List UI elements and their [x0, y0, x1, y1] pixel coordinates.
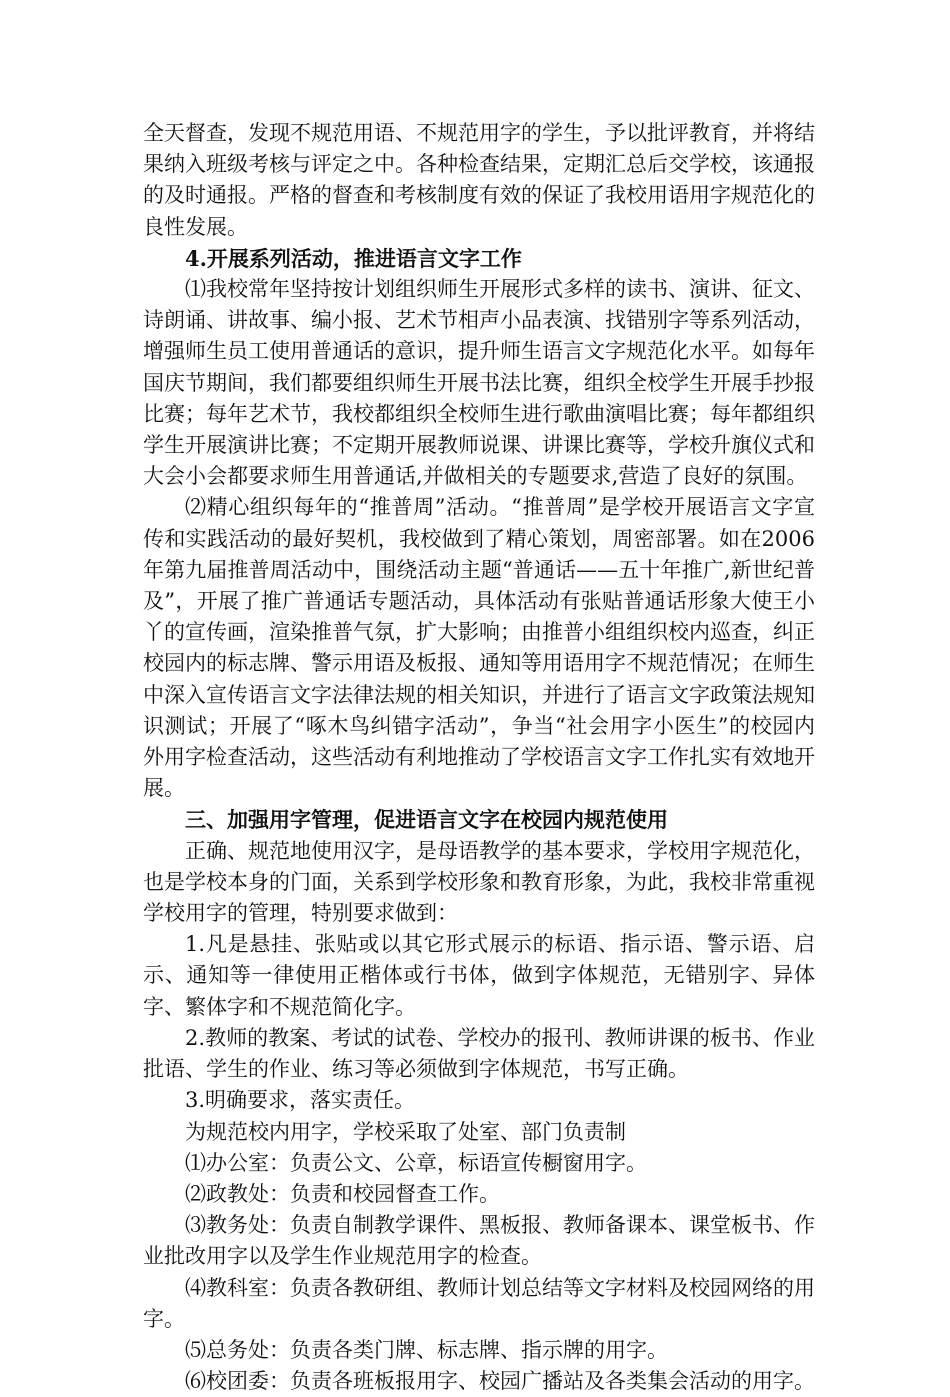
paragraph-activities-1: ⑴我校常年坚持按计划组织师生开展形式多样的读书、演讲、征文、诗朗诵、讲故事、编小报、艺术节相声小品表演、找错别字等系列活动，增强师生员工使用普通话的意识，提升师生语言文字规范化水平。如每年国庆节期间，我们都要组织师生开展书法比赛，组织全校学生开展手抄报比赛；每年艺术节，我校都组织全校师生进行歌曲演唱比赛；每年都组织学生开展演讲比赛；不定期开展教师说课、讲课比赛等，学校升旗仪式和大会小会都要求师生用普通话,并做相关的专题要求,营造了良好的氛围。 [143, 277, 815, 489]
section-heading-activities: 4.开展系列活动，推进语言文字工作 [185, 245, 522, 271]
duty-general-affairs: ⑸总务处：负责各类门牌、标志牌、指示牌的用字。 [185, 1337, 668, 1362]
section-heading-character-management: 三、加强用字管理，促进语言文字在校园内规范使用 [185, 807, 668, 833]
paragraph-intro: 正确、规范地使用汉字，是母语教学的基本要求，学校用字规范化，也是学校本身的门面，关系到学校形象和教育形象，为此，我校非常重视学校用字的管理，特别要求做到： [143, 838, 815, 926]
duty-office: ⑴办公室：负责公文、公章，标语宣传橱窗用字。 [185, 1150, 647, 1175]
duty-research-office: ⑷教科室：负责各教研组、教师计划总结等文字材料及校园网络的用字。 [143, 1275, 815, 1331]
document-body [143, 118, 815, 1397]
list-item-1: 1.凡是悬挂、张贴或以其它形式展示的标语、指示语、警示语、启示、通知等一律使用正楷体或行书体，做到字体规范，无错别字、异体字、繁体字和不规范简化字。 [143, 932, 815, 1019]
list-item-3: 3.明确要求，落实责任。 [185, 1088, 416, 1113]
list-item-2: 2.教师的教案、考试的试卷、学校办的报刊、教师讲课的板书、作业批语、学生的作业、练习等必须做到字体规范，书写正确。 [143, 1025, 815, 1082]
paragraph-activities-2: ⑵精心组织每年的“推普周”活动。“推普周”是学校开展语言文字宣传和实践活动的最好契机，我校做到了精心策划，周密部署。如在2006年第九届推普周活动中，围绕活动主题“普通话——五十年推广,新世纪普及”，开展了推广普通话专题活动，具体活动有张贴普通话形象大使王小丫的宣传画，渲染推普气氛，扩大影响；由推普小组组织校内巡查，纠正校园内的标志牌、警示用语及板报、通知等用语用字不规范情况；在师生中深入宣传语言文字法律法规的相关知识，并进行了语言文字政策法规知识测试；开展了“啄木鸟纠错字活动”，争当“社会用字小医生”的校园内外用字检查活动，这些活动有利地推动了学校语言文字工作扎实有效地开展。 [143, 495, 815, 801]
paragraph-continuation: 全天督查，发现不规范用语、不规范用字的学生，予以批评教育，并将结果纳入班级考核与评定之中。各种检查结果，定期汇总后交学校，该通报的及时通报。严格的督查和考核制度有效的保证了我校用语用字规范化的良性发展。 [143, 121, 815, 239]
paragraph-responsibility: 为规范校内用字，学校采取了处室、部门负责制 [185, 1119, 626, 1144]
duty-youth-league: ⑹校团委：负责各班板报用字、校园广播站及各类集会活动的用字。 [185, 1369, 815, 1394]
duty-academic-affairs: ⑶教务处：负责自制教学课件、黑板报、教师备课本、课堂板书、作业批改用字以及学生作业规范用字的检查。 [143, 1213, 815, 1269]
duty-political-education: ⑵政教处：负责和校园督查工作。 [185, 1181, 500, 1206]
